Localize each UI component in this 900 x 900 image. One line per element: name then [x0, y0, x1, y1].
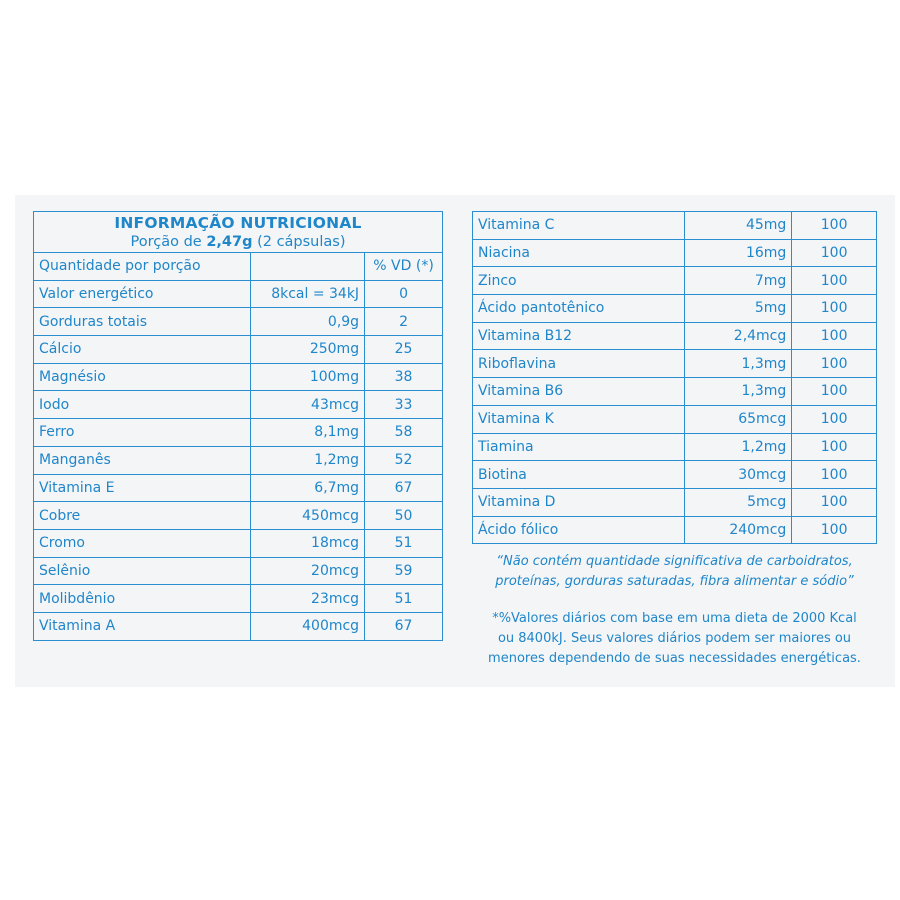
- nutrient-vd: 100: [792, 433, 877, 461]
- nutrient-name: Magnésio: [34, 363, 251, 391]
- nutrient-amount: 18mcg: [251, 529, 365, 557]
- nutrient-amount: 240mcg: [684, 516, 792, 544]
- disclaimer-note: “Não contém quantidade significativa de carboidratos, proteínas, gorduras saturadas, fibra alimentar e sódio”: [495, 554, 854, 589]
- nutrient-vd: 100: [792, 267, 877, 295]
- column-header-vd: % VD (*): [365, 253, 443, 281]
- nutrient-vd: 100: [792, 322, 877, 350]
- nutrient-name: Vitamina K: [473, 405, 685, 433]
- nutrient-amount: 1,3mg: [684, 350, 792, 378]
- nutrient-amount: 400mcg: [251, 612, 365, 640]
- nutrient-name: Vitamina B6: [473, 378, 685, 406]
- nutrition-table-left: [33, 211, 443, 641]
- table-row: [473, 322, 877, 350]
- nutrient-name: Zinco: [473, 267, 685, 295]
- nutrient-name: Cálcio: [34, 336, 251, 364]
- table-row: [473, 488, 877, 516]
- nutrient-amount: 43mcg: [251, 391, 365, 419]
- nutrient-name: Riboflavina: [473, 350, 685, 378]
- table-row: [34, 308, 443, 336]
- nutrient-amount: 0,9g: [251, 308, 365, 336]
- column-header-quantity: Quantidade por porção: [34, 253, 251, 281]
- table-row: [473, 433, 877, 461]
- nutrient-vd: 2: [365, 308, 443, 336]
- nutrient-vd: 0: [365, 280, 443, 308]
- nutrient-vd: 100: [792, 516, 877, 544]
- nutrient-vd: 51: [365, 585, 443, 613]
- nutrient-vd: 100: [792, 488, 877, 516]
- nutrient-vd: 58: [365, 419, 443, 447]
- nutrient-vd: 52: [365, 446, 443, 474]
- table-row: [34, 336, 443, 364]
- nutrient-amount: 250mg: [251, 336, 365, 364]
- nutrient-amount: 45mg: [684, 212, 792, 240]
- nutrient-name: Tiamina: [473, 433, 685, 461]
- table-row: [473, 516, 877, 544]
- nutrient-name: Niacina: [473, 239, 685, 267]
- nutrient-vd: 100: [792, 350, 877, 378]
- nutrient-name: Valor energético: [34, 280, 251, 308]
- nutrient-amount: 450mcg: [251, 502, 365, 530]
- nutrient-vd: 59: [365, 557, 443, 585]
- nutrient-vd: 100: [792, 295, 877, 323]
- nutrient-amount: 65mcg: [684, 405, 792, 433]
- table-row: [34, 474, 443, 502]
- table-title-row: [34, 212, 443, 253]
- nutrient-vd: 38: [365, 363, 443, 391]
- nutrient-name: Cromo: [34, 529, 251, 557]
- table-row: [473, 405, 877, 433]
- table-row: [34, 529, 443, 557]
- nutrient-name: Ácido fólico: [473, 516, 685, 544]
- daily-values-note: *%Valores diários com base em uma dieta de 2000 Kcal ou 8400kJ. Seus valores diários podem ser maiores ou menores dependendo de suas necessidades energéticas.: [488, 611, 861, 666]
- nutrient-vd: 100: [792, 212, 877, 240]
- table-row: [473, 212, 877, 240]
- table-row: [34, 280, 443, 308]
- portion-text: Porção de 2,47g (2 cápsulas): [130, 234, 346, 250]
- table-row: [473, 378, 877, 406]
- table-row: [34, 419, 443, 447]
- nutrient-name: Biotina: [473, 461, 685, 489]
- nutrient-name: Vitamina C: [473, 212, 685, 240]
- portion-amount: 2,47g: [206, 234, 253, 250]
- nutrient-amount: 7mg: [684, 267, 792, 295]
- table-row: [473, 267, 877, 295]
- nutrient-amount: 16mg: [684, 239, 792, 267]
- table-row: [34, 557, 443, 585]
- nutrient-vd: 51: [365, 529, 443, 557]
- nutrient-vd: 67: [365, 612, 443, 640]
- nutrition-table-right: [472, 211, 877, 544]
- nutrient-name: Vitamina B12: [473, 322, 685, 350]
- nutrient-name: Iodo: [34, 391, 251, 419]
- nutrient-name: Vitamina A: [34, 612, 251, 640]
- table-row: [34, 612, 443, 640]
- nutrient-amount: 30mcg: [684, 461, 792, 489]
- nutrient-amount: 20mcg: [251, 557, 365, 585]
- nutrient-name: Selênio: [34, 557, 251, 585]
- table-row: [34, 391, 443, 419]
- nutrient-amount: 100mg: [251, 363, 365, 391]
- nutrient-vd: 100: [792, 461, 877, 489]
- table-row: [34, 585, 443, 613]
- table-header-row: [34, 253, 443, 281]
- table-row: [34, 363, 443, 391]
- nutrient-amount: 1,2mg: [251, 446, 365, 474]
- nutrient-amount: 23mcg: [251, 585, 365, 613]
- nutrient-amount: 5mcg: [684, 488, 792, 516]
- nutrient-amount: 6,7mg: [251, 474, 365, 502]
- nutrient-amount: 1,2mg: [684, 433, 792, 461]
- table-row: [473, 461, 877, 489]
- nutrient-vd: 100: [792, 378, 877, 406]
- nutrient-name: Vitamina D: [473, 488, 685, 516]
- nutrient-amount: 8kcal = 34kJ: [251, 280, 365, 308]
- table-row: [473, 239, 877, 267]
- nutrient-vd: 33: [365, 391, 443, 419]
- nutrient-vd: 67: [365, 474, 443, 502]
- table-row: [34, 502, 443, 530]
- nutrient-amount: 5mg: [684, 295, 792, 323]
- table-row: [473, 295, 877, 323]
- table-row: [473, 350, 877, 378]
- nutrient-vd: 100: [792, 405, 877, 433]
- nutrient-amount: 1,3mg: [684, 378, 792, 406]
- table-title: INFORMAÇÃO NUTRICIONAL: [114, 214, 362, 232]
- nutrient-amount: 2,4mcg: [684, 322, 792, 350]
- nutrient-amount: 8,1mg: [251, 419, 365, 447]
- table-row: [34, 446, 443, 474]
- nutrient-name: Molibdênio: [34, 585, 251, 613]
- column-header-amount: [251, 253, 365, 281]
- nutrient-name: Manganês: [34, 446, 251, 474]
- nutrient-vd: 25: [365, 336, 443, 364]
- nutrient-name: Ferro: [34, 419, 251, 447]
- nutrient-name: Vitamina E: [34, 474, 251, 502]
- nutrient-name: Ácido pantotênico: [473, 295, 685, 323]
- nutrient-name: Gorduras totais: [34, 308, 251, 336]
- nutrient-vd: 100: [792, 239, 877, 267]
- nutrient-vd: 50: [365, 502, 443, 530]
- nutrient-name: Cobre: [34, 502, 251, 530]
